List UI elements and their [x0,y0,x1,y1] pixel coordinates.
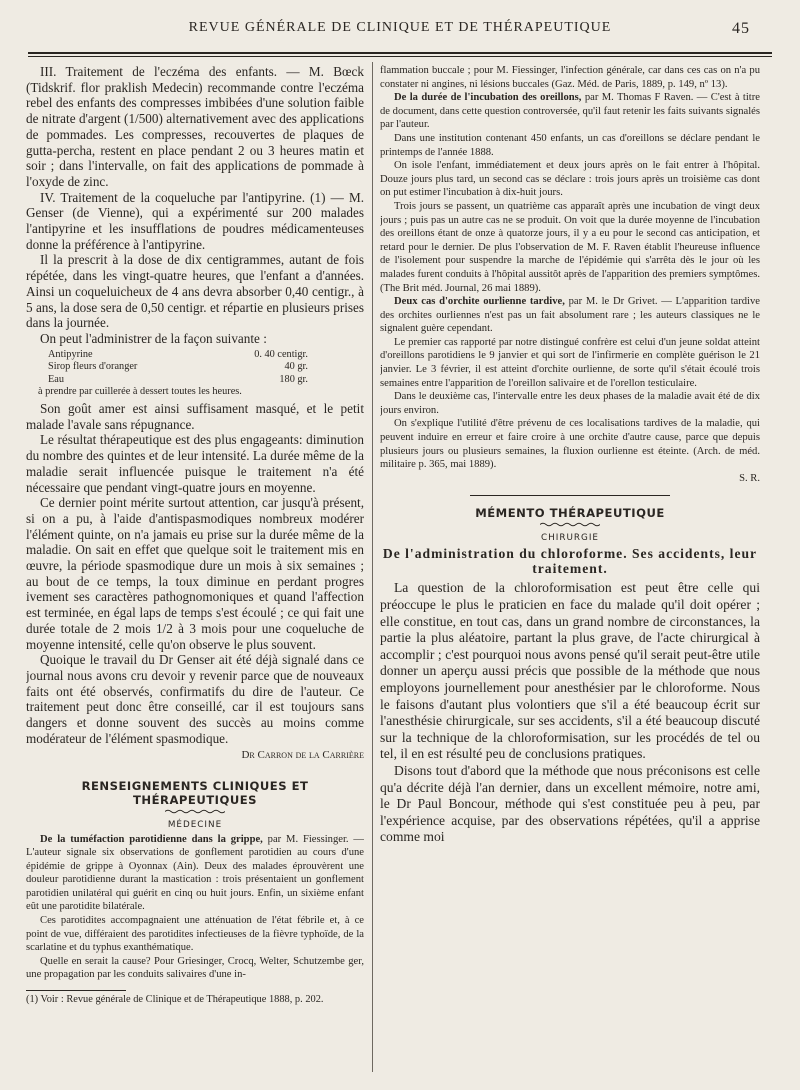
journal-title: REVUE GÉNÉRALE DE CLINIQUE ET DE THÉRAPEUTIQUE [188,20,612,35]
section-subtitle: MÉDECINE [167,819,223,830]
paragraph-eczema: III. Traitement de l'eczéma des enfants. — M. Bœck (Tidskrif. flor praklish Medecin) recommande contre l'eczéma rebel des enfants des compresses imbibées d'une solution faible de nitrate d'argent (1/500) alternativement avec des applications de pommades. Les compresses, recouvertes de plaques de gutta-percha, restent en place pendant 2 ou 3 heures matin et soir ; dans l'intervalle, on fait des applications de pommade à l'oxyde de zinc. [26,64,364,189]
article-title-chloroforme: De l'administration du chloroforme. Ses accidents, leur traitement. [382,546,758,577]
article-paragraph: Quelle en serait la cause? Pour Griesinger, Crocq, Welter, Schutzembe ger, une propagation par les conduits salivaires d'une in- [26,955,364,981]
ornament-squiggle [540,522,600,527]
right-column [380,64,760,1074]
paragraph-coqueluche-intro: IV. Traitement de la coqueluche par l'antipyrine. (1) — M. Genser (de Vienne), qui a expérimenté sur 200 malades l'antipyrine et les insufflations de poudres médicamenteuses donne la préférence à l'antipyrine. [26,189,364,252]
running-header [20,20,780,44]
prescription-row: Eau 180 gr. [48,373,308,385]
article-title-orchite: Deux cas d'orchite ourlienne tardive, [394,296,565,308]
paragraph-administration: On peut l'administrer de la façon suivante : [40,330,267,346]
header-rule-thin [28,56,772,57]
paragraph-taste: Son goût amer est ainsi suffisament masqué, et le petit malade l'avale sans répugnance. [26,401,364,432]
article-signature: S. R. [739,472,760,484]
article-paragraph: Ces parotidites accompagnaient une atténuation de l'état fébrile et, à ce point de vue, différaient des parotidites infectieuses de la fièvre typhoïde, de la scarlatine et du typhus exanthématique. [26,915,364,954]
column-separator [372,62,373,1072]
article-paragraph: Dans une institution contenant 450 enfants, un cas d'oreillons se déclare pendant le printemps de l'année 1888. [380,132,760,158]
section-title: RENSEIGNEMENTS CLINIQUES ET THÉRAPEUTIQUES [81,778,309,807]
article-paragraph: On s'explique l'utilité d'être prévenu de ces localisations tardives de la maladie, qui peuvent induire en erreur et faire croire à une orchite d'autre cause, parce que depuis plusieurs jours ou plusieurs semaines, la fluxion ourlienne est éteinte. (Arch. de méd. militaire p. 365, mai 1889). [380,418,760,471]
article-paragraph: Le premier cas rapporté par notre distingué confrère est celui d'un jeune soldat atteint d'oreillons parotidiens le 9 janvier et qui sort de l'infirmerie en complète guérison le 21 janvier. Le 3 février, il est atteint d'orchite ourlienne, de sorte qu'il s'était écoulé trois semaines entre l'apparition de l'oreillon salivaire et de l'orellon testiculaire. [380,336,760,389]
article-paragraph: La question de la chloroformisation est peut être celle qui préoccupe le plus le praticien en face du malade qu'il doit opérer ; elle constitue, en tout cas, dans un grand nombre de circonstances, la partie la plus aléatoire, partant la plus grave, de l'acte chirurgical à accomplir ; c'est pourquoi nous avons pensé qu'il serait peut-être utile donner un aperçu aussi précis que possible de la méthode que nous employons journellement pour anesthésier par le chloroforme. Nous le faisons d'autant plus volontiers que s'il a été beaucoup écrit sur l'anesthésie chirurgicale, sur ses accidents, s'il a été beaucoup discuté sur la technique de la chloroformisation, sur les procédés de tel ou tel, il en est résulté peu de conclusions pratiques. [380,580,760,762]
paragraph-duration: Ce dernier point mérite surtout attention, car jusqu'à présent, si on a pu, à l'aide d'antispasmodiques nombreux modérer l'élément quinte, on n'a jamais eu prise sur la durée même de la maladie. On sait en effet que quelque soit le traitement mis en œuvre, la période spasmodique dure un mois à six semaines ; au bout de ce temps, la toux diminue en perdant progres ivement ses caractères pathognomoniques et quand l'affection est terminée, en égal laps de temps s'est écoulé ; ce qui fait une durée totale de 2 mois 1/2 à 3 mois pour une coqueluche de moyenne intensité, celle qu'on observe le plus souvent. [26,495,364,652]
section-rule [470,495,670,496]
footnote: (1) Voir : Revue générale de Clinique et de Thérapeutique 1888, p. 202. [26,994,324,1006]
article-body: par M. Thomas F Raven. — C'est à titre de document, dans cette question controversée, qu'il faut retenir les faits suivants signalés par l'auteur. [380,92,760,131]
article-paragraph: Trois jours se passent, un quatrième cas apparaît après une incubation de vingt deux jours ; puis pas un autre cas ne se produit. On voit que la durée moyenne de l'incubation des oreillons étant de onze à quatorze jours, il y a eu pour le second cas anticipation, et retard pour le dernier. De plus l'observation de M. F. Raven établit l'heureuse influence de l'isolement pour suspendre la marche de l'épidémie qui s'arrêta dès le jour où les malades furent conduits à l'hôpital aussitôt après de l'apparition des premiers symptômes. (The Brit méd. Journal, 26 mai 1889). [380,200,760,294]
author-signature: Dr Carron de la Carrière [241,748,364,761]
header-rule [28,52,772,54]
footnote-rule [26,990,126,991]
article-title-parotid: De la tuméfaction parotidienne dans la grippe, [40,833,263,845]
paragraph-result: Le résultat thérapeutique est des plus engageants: diminution du nombre des quintes et de leur intensité. La durée même de la maladie serait influencée puisque le traitement n'a été nécessaire que pendant vingt-quatre jours en moyenne. [26,432,364,495]
prescription-row: Sirop fleurs d'oranger 40 gr. [48,361,308,373]
prescription [38,348,364,399]
paragraph-conclusion: Quoique le travail du Dr Genser ait été déjà signalé dans ce journal nous avons cru devoir y revenir parce que de nouveaux faits ont été observés, confirmatifs du dire de l'auteur. Ce traitement peut donc être conseillé, car il est toujours sans dangers et donne souvent des succès au moins comme modérateur de l'élément spasmodique. [26,652,364,746]
memento-subtitle: CHIRURGIE [541,533,599,544]
article-title-oreillons: De la durée de l'incubation des oreillons, [394,92,582,104]
memento-title: MÉMENTO THÉRAPEUTIQUE [475,506,665,521]
page-number: 45 [732,20,750,37]
article-paragraph: flammation buccale ; pour M. Fiessinger, l'infection générale, car dans ces cas on n'a pu constater ni angines, ni lésions buccales (Gaz. Méd. de Paris, 1889, p. 149, nº 13). [380,65,760,90]
prescription-note: à prendre par cuillerée à dessert toutes les heures. [38,386,242,398]
article-body: par M. Fiessinger. — L'auteur signale six observations de gonflement parotidien au cours d'une épidémie de grippe à Oyonnax (Ain). Deux des malades éprouvèrent une douleur parotidienne durant la mastication : trois présentaient un gonflement parotidien unilatéral qui guérit en cinq ou huit jours. Enfin, un sixième enfant eût une parotidite bilatérale. [26,833,364,913]
ornament-squiggle [165,809,225,814]
article-paragraph: On isole l'enfant, immédiatement et deux jours après on le fait entrer à l'hôpital. Douze jours plus tard, un second cas se déclare : trois jours après un troisième cas dont on put estimer l'incubation à dix-huit jours. [380,160,760,199]
prescription-row: Antipyrine 0. 40 centigr. [48,348,308,360]
article-paragraph: Dans le deuxième cas, l'intervalle entre les deux phases de la maladie avait été de dix jours environ. [380,391,760,416]
paragraph-dose: Il la prescrit à la dose de dix centigrammes, autant de fois répétée, dans les vingt-quatre heures, que l'enfant a d'années. Ainsi un coqueluicheux de 4 ans devra absorber 0,40 centigr., à 5 ans, la dose sera de 0,50 centigr. et répartie en plusieurs prises dans la journée. [26,252,364,331]
left-column [26,64,364,1074]
article-body: par M. le Dr Grivet. — L'apparition tardive des orchites ourliennes n'est pas un fait absolument rare ; les auteurs classiques ne le signalent guère cependant. [380,296,760,335]
article-paragraph: Disons tout d'abord que la méthode que nous préconisons est celle qu'a décrite déjà l'an dernier, dans un excellent mémoire, notre ami, le Dr Paul Boncour, méthode qui s'est constituée peu à peu, par l'expérience acquise, par des observations répétées, qu'il a apprise comme moi [380,762,760,845]
